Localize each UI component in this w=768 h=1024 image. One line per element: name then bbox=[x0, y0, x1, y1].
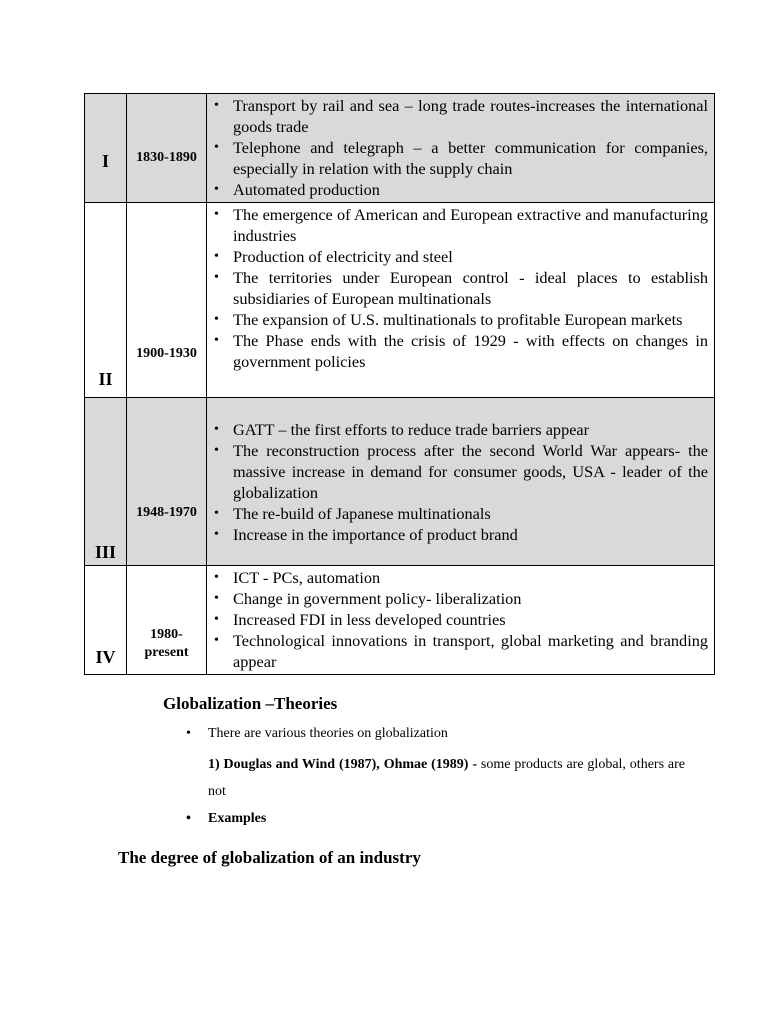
phase-row bbox=[85, 398, 715, 566]
list-item: • Telephone and telegraph – a better communication for companies, especially in relation with the supply chain bbox=[207, 137, 708, 179]
industry-globalization-heading: The degree of globalization of an industry bbox=[118, 848, 421, 867]
phase-period-cell bbox=[127, 566, 207, 675]
phase-numeral-cell bbox=[85, 398, 127, 566]
phase-numeral: I bbox=[101, 151, 109, 171]
theories-heading: Globalization –Theories bbox=[163, 694, 338, 713]
list-item: • Technological innovations in transport, global marketing and branding appear bbox=[207, 630, 708, 672]
globalization-phases-table bbox=[84, 93, 715, 675]
phase-numeral-cell bbox=[85, 94, 127, 203]
phase-description-cell bbox=[207, 94, 715, 203]
list-item: • GATT – the first efforts to reduce trade barriers appear bbox=[207, 419, 708, 440]
list-item: • Increased FDI in less developed countries bbox=[207, 609, 708, 630]
phase-numeral: III bbox=[94, 542, 116, 562]
list-item: • Change in government policy- liberalization bbox=[207, 588, 708, 609]
theory-item bbox=[185, 751, 685, 805]
list-item: • Transport by rail and sea – long trade routes-increases the international goods trade bbox=[207, 95, 708, 137]
phase-numeral: IV bbox=[95, 647, 116, 667]
list-item: • Increase in the importance of product brand bbox=[207, 524, 708, 545]
list-item: • Automated production bbox=[207, 179, 708, 200]
list-item: • There are various theories on globalization bbox=[185, 724, 685, 744]
phase-period: 1980- present bbox=[144, 627, 189, 660]
theory-authors: 1) Douglas and Wind (1987), Ohmae (1989) - bbox=[208, 757, 478, 772]
phase-period-cell bbox=[127, 398, 207, 566]
phase-period: 1900-1930 bbox=[136, 346, 197, 361]
phase-period-cell bbox=[127, 203, 207, 398]
phase-bullet-list bbox=[207, 419, 708, 545]
phase-row bbox=[85, 566, 715, 675]
theory-text: some products are global, others are not bbox=[208, 757, 685, 799]
list-item: • The Phase ends with the crisis of 1929 - with effects on changes in government policies bbox=[207, 330, 708, 372]
list-item: • The expansion of U.S. multinationals to profitable European markets bbox=[207, 309, 708, 330]
phase-period: 1948-1970 bbox=[136, 505, 197, 520]
phase-numeral-cell bbox=[85, 566, 127, 675]
phase-bullet-list bbox=[207, 204, 708, 372]
phase-bullet-list bbox=[207, 95, 708, 200]
phase-row bbox=[85, 94, 715, 203]
list-item: • ICT - PCs, automation bbox=[207, 567, 708, 588]
phase-period-cell bbox=[127, 94, 207, 203]
list-item: • The emergence of American and European extractive and manufacturing industries bbox=[207, 204, 708, 246]
theories-list bbox=[185, 724, 685, 829]
phase-numeral: II bbox=[98, 369, 113, 389]
phase-numeral-cell bbox=[85, 203, 127, 398]
phase-period: 1830-1890 bbox=[136, 150, 197, 165]
list-item: • Production of electricity and steel bbox=[207, 246, 708, 267]
phase-description-cell bbox=[207, 398, 715, 566]
list-item: • The reconstruction process after the second World War appears- the massive increase in demand for consumer goods, USA - leader of the globalization bbox=[207, 440, 708, 503]
list-item: • The territories under European control - ideal places to establish subsidiaries of European multinationals bbox=[207, 267, 708, 309]
phase-description-cell bbox=[207, 566, 715, 675]
phase-bullet-list bbox=[207, 567, 708, 672]
phase-description-cell bbox=[207, 203, 715, 398]
examples-label: • Examples bbox=[185, 809, 685, 829]
list-item: • The re-build of Japanese multinationals bbox=[207, 503, 708, 524]
phase-row bbox=[85, 203, 715, 398]
